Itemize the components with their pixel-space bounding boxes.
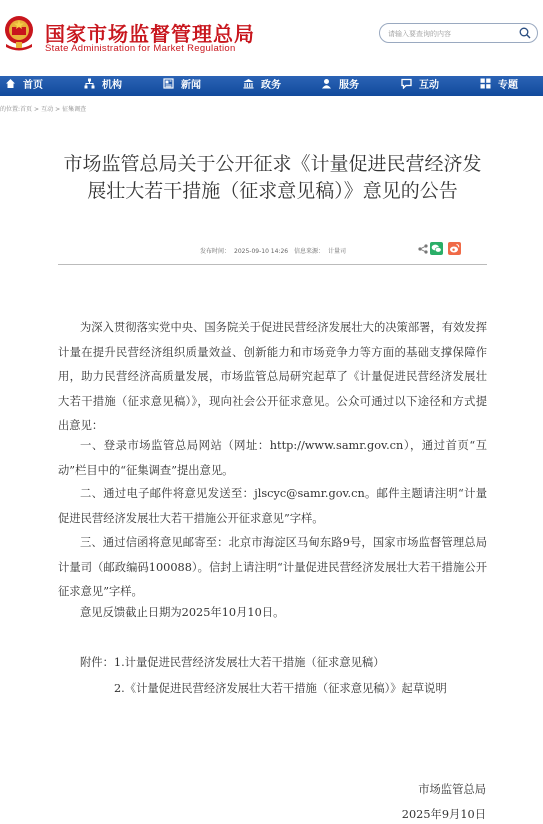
nav-label: 机构	[102, 80, 122, 91]
attachment-list	[80, 651, 385, 675]
nav-label: 新闻	[181, 80, 201, 91]
gov-icon	[243, 78, 254, 89]
paragraph-way-3: 三、通过信函将意见邮寄至：北京市海淀区马甸东路9号，国家市场监督管理总局计量司（邮政编码100088）。信封上请注明“计量促进民营经济发展壮大若干措施公开征求意见”字样。	[58, 536, 487, 598]
article-meta	[200, 246, 350, 255]
site-title[interactable]: 国家市场监督管理总局	[45, 22, 255, 46]
nav-home[interactable]	[5, 76, 43, 96]
search-box[interactable]	[379, 23, 538, 43]
paragraph-way-1: 一、登录市场监管总局网站（网址：http://www.samr.gov.cn），通过首页“互动”栏目中的“征集调查”提出意见。	[58, 439, 487, 477]
paragraph-deadline: 意见反馈截止日期为2025年10月10日。	[80, 606, 285, 619]
service-icon	[321, 78, 332, 89]
nav-label: 首页	[23, 80, 43, 91]
paragraph-intro: 为深入贯彻落实党中央、国务院关于促进民营经济发展壮大的决策部署，有效发挥计量在提升民营经济组织质量效益、创新能力和市场竞争力等方面的基础支撑保障作用，助力民营经济高质量发展，市场监管总局研究起草了《计量促进民营经济发展壮大若干措施（征求意见稿）》，现向社会公开征求意见。公众可通过以下途径和方式提出意见：	[58, 321, 487, 432]
attachment-link-2[interactable]: 2.《计量促进民营经济发展壮大若干措施（征求意见稿）》起草说明	[114, 682, 447, 695]
attachment-link-1[interactable]: 1.计量促进民营经济发展壮大若干措施（征求意见稿）	[113, 656, 385, 669]
nav-label: 专题	[498, 80, 518, 91]
main-nav	[0, 76, 543, 96]
breadcrumb-separator: >	[55, 106, 61, 113]
nav-gov[interactable]	[243, 76, 281, 96]
nav-label: 互动	[419, 80, 439, 91]
nav-topic[interactable]	[480, 76, 518, 96]
paragraph-way-2: 二、通过电子邮件将意见发送至：jlscyc@samr.gov.cn。邮件主题请注明“计量促进民营经济发展壮大若干措施公开征求意见”字样。	[58, 487, 487, 525]
nav-interact[interactable]	[401, 76, 439, 96]
breadcrumb-interact[interactable]: 互动	[41, 106, 54, 113]
breadcrumb	[0, 104, 86, 113]
source-label: 信息来源：	[294, 248, 325, 255]
search-icon[interactable]	[519, 27, 531, 39]
publish-label: 发布时间：	[200, 248, 231, 255]
title-divider	[58, 264, 487, 265]
breadcrumb-home[interactable]: 首页	[20, 106, 33, 113]
interact-icon	[401, 78, 412, 89]
nav-news[interactable]	[163, 76, 201, 96]
signature-date: 2025年9月10日	[401, 808, 486, 821]
nav-label: 政务	[261, 80, 281, 91]
site-subtitle: State Administration for Market Regulation	[45, 43, 236, 54]
nav-org[interactable]	[84, 76, 122, 96]
home-icon	[5, 78, 16, 89]
national-emblem-icon[interactable]	[2, 14, 36, 52]
topic-icon	[480, 78, 491, 89]
site-header	[0, 0, 543, 70]
publish-time: 2025-09-10 14:26	[234, 248, 289, 255]
wechat-icon[interactable]	[430, 242, 443, 255]
nav-label: 服务	[339, 80, 359, 91]
signature: 市场监管总局	[418, 783, 486, 796]
weibo-icon[interactable]	[448, 242, 461, 255]
article-title: 市场监管总局关于公开征求《计量促进民营经济发展壮大若干措施（征求意见稿）》意见的公告	[63, 153, 482, 202]
attachments-label: 附件：	[80, 656, 114, 669]
breadcrumb-separator: >	[34, 106, 40, 113]
nav-service[interactable]	[321, 76, 359, 96]
breadcrumb-prefix: 的位置:	[0, 106, 21, 113]
news-icon	[163, 78, 174, 89]
share-icon[interactable]	[418, 244, 428, 254]
breadcrumb-survey[interactable]: 征集调查	[62, 106, 87, 113]
org-icon	[84, 78, 95, 89]
source-value: 计量司	[328, 248, 347, 255]
search-input[interactable]	[388, 27, 513, 40]
